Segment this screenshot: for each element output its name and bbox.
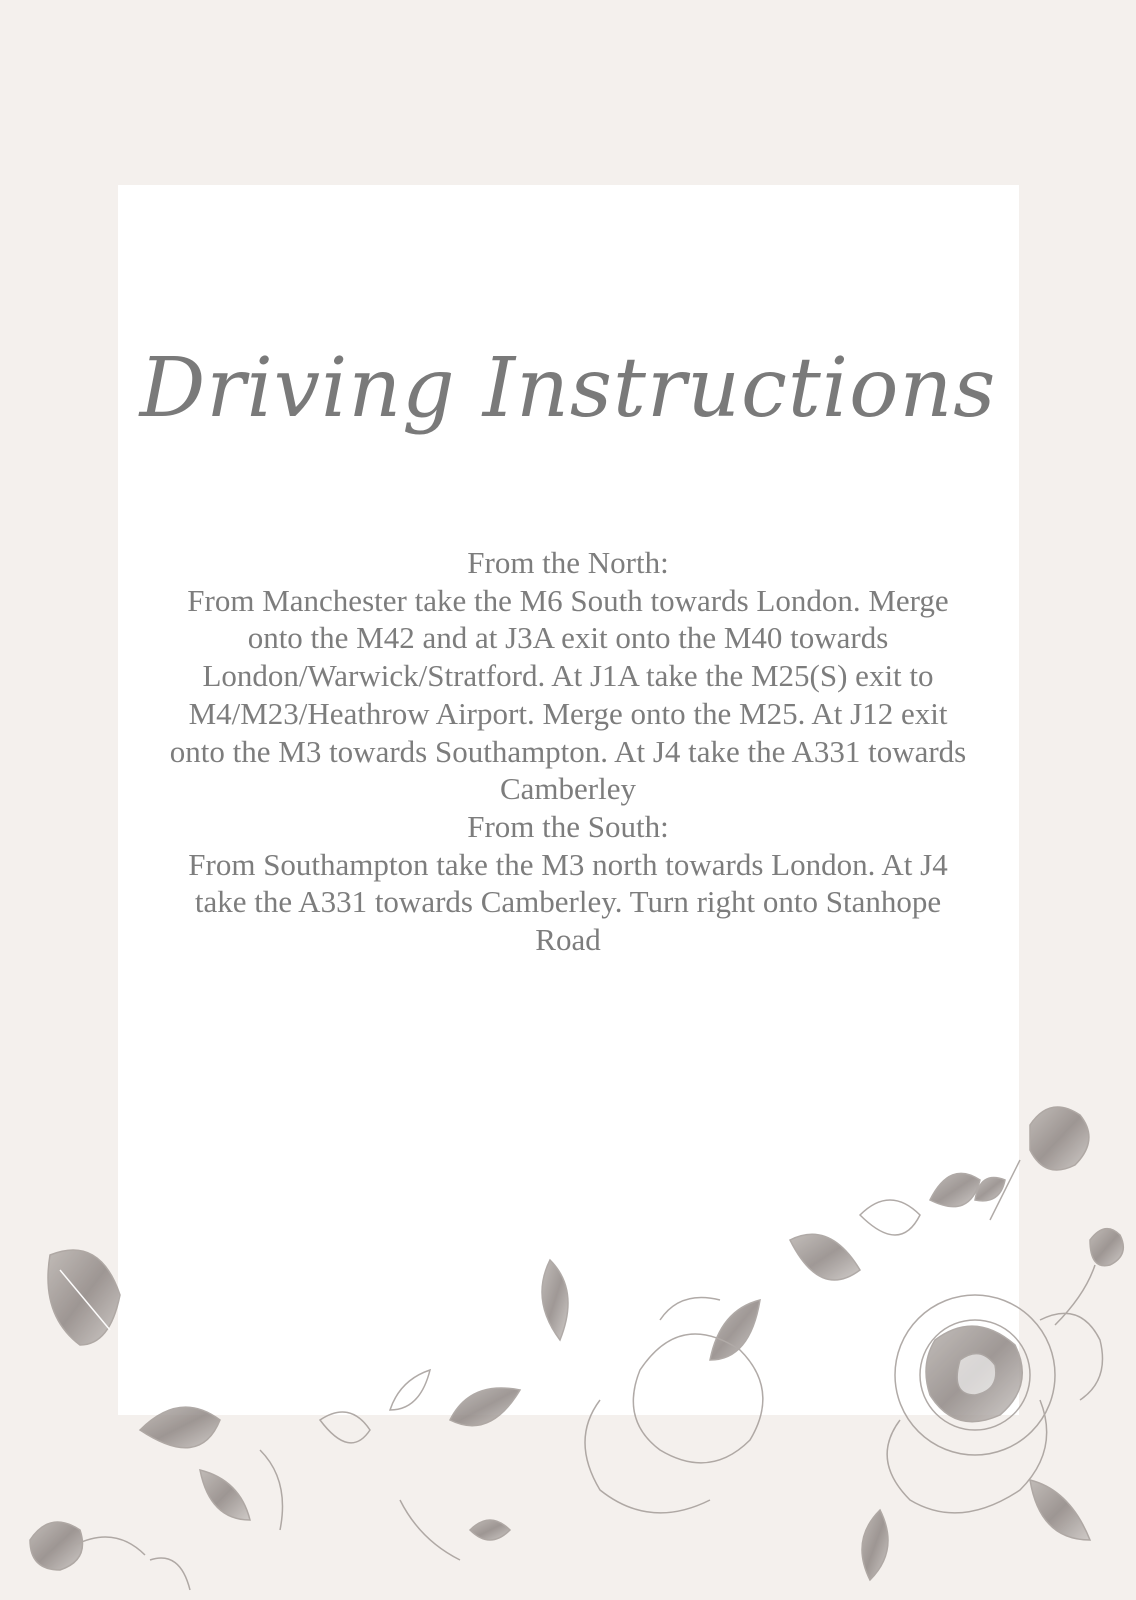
- section-text-north: From Manchester take the M6 South towards London. Merge onto the M42 and at J3A exit onto the M40 towards London/Warwick/Stratford. At J1A take the M25(S) exit to M4/M23/Heathrow Airport. Merge onto the M25. At J12 exit onto the M3 towards Southampton. At J4 take the A331 towards Camberley: [169, 582, 967, 807]
- section-heading-north: From the North:: [467, 545, 669, 580]
- page-title: Driving Instructions: [139, 341, 997, 436]
- directions-text: [168, 544, 968, 959]
- rosebud-icon-small: [1055, 1229, 1123, 1325]
- section-text-south: From Southampton take the M3 north towards London. At J4 take the A331 towards Camberley. Turn right onto Stanhope Road: [188, 846, 948, 958]
- section-heading-south: From the South:: [467, 808, 669, 844]
- bud-icon-left: [30, 1522, 145, 1570]
- leaf-icon-left: [48, 1250, 120, 1345]
